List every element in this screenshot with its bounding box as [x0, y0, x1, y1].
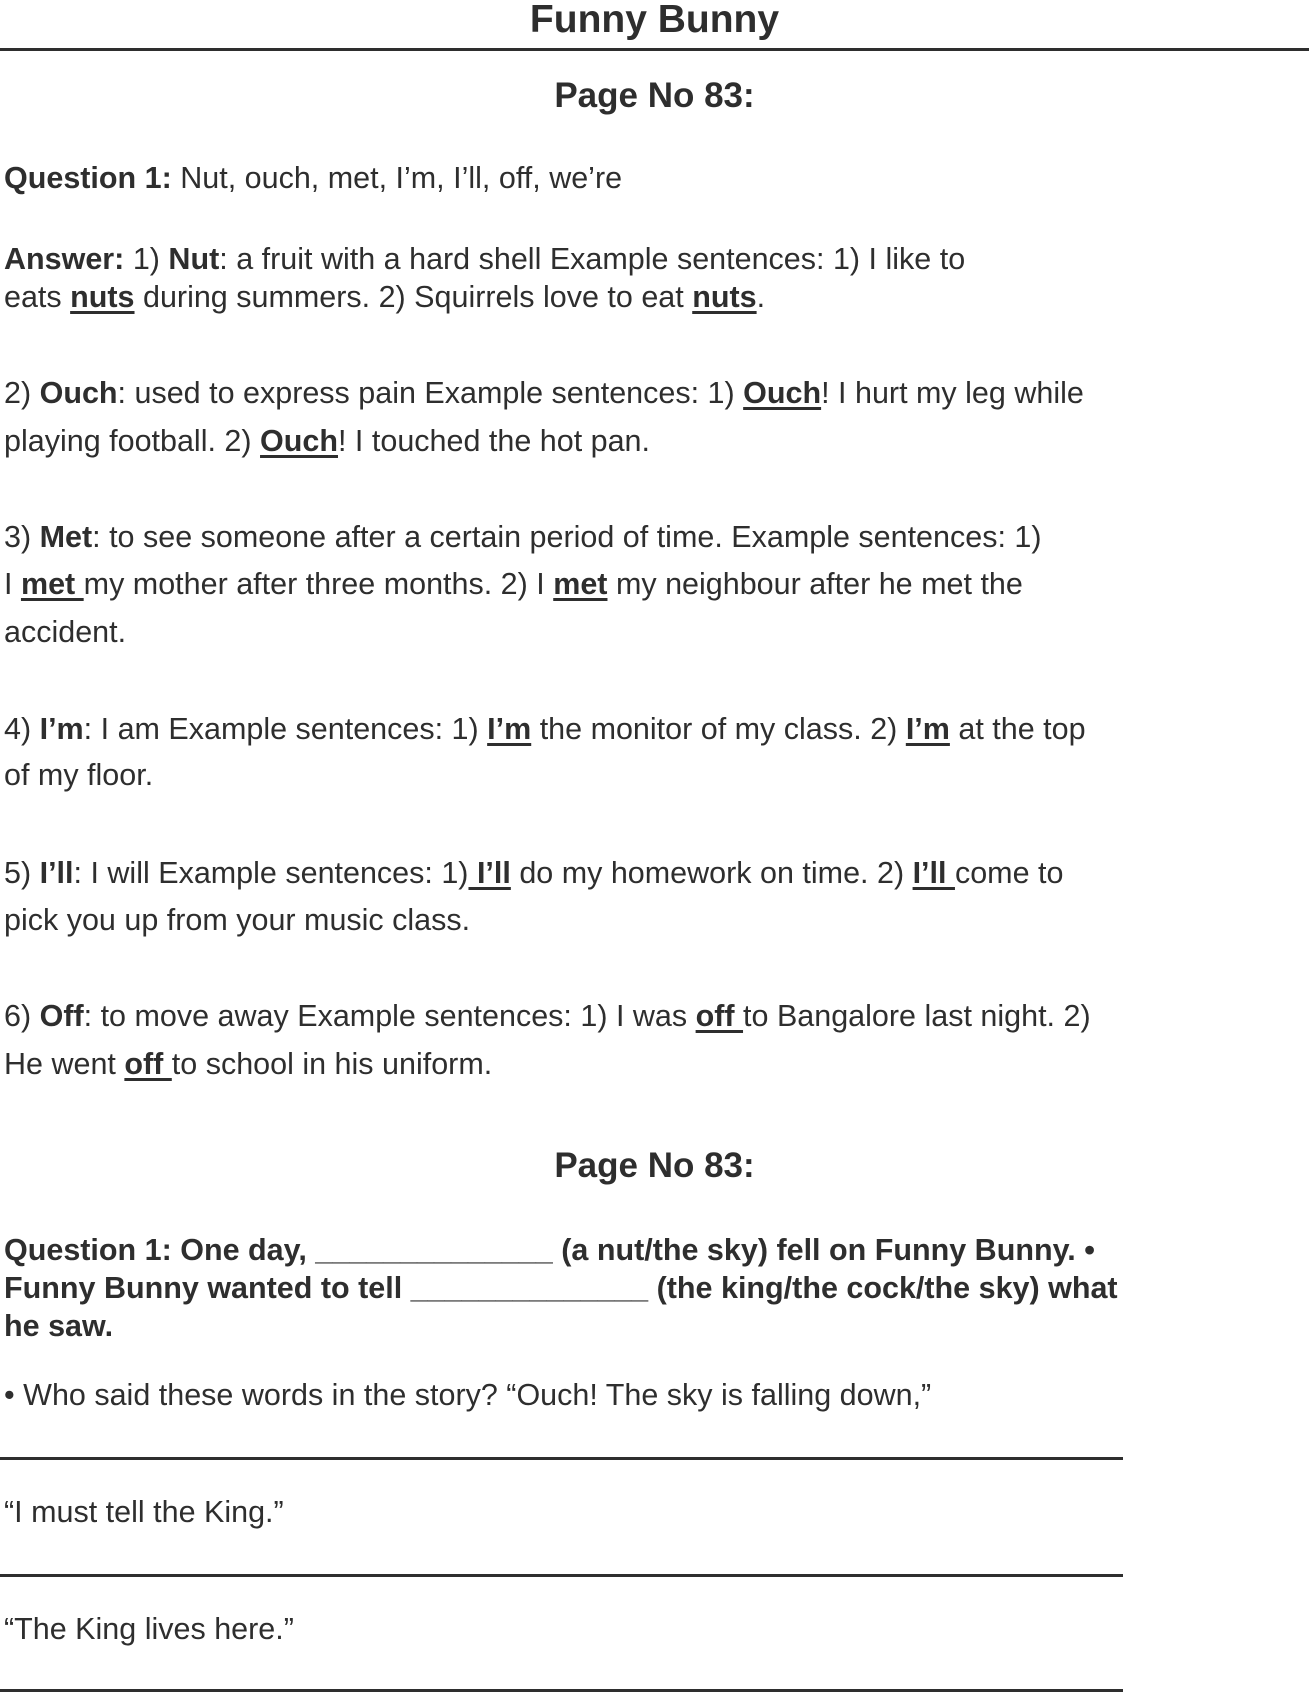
- highlighted-word: Ouch: [260, 424, 338, 458]
- text-line: [4, 1044, 492, 1084]
- text-line: [4, 1609, 294, 1649]
- text-segment: I: [4, 567, 21, 601]
- text-segment: Ouch: [39, 376, 118, 410]
- text-line: [4, 709, 1086, 749]
- text-segment: to school in his uniform.: [171, 1047, 493, 1081]
- title-divider: [0, 48, 1309, 51]
- text-segment: “I must tell the King.”: [4, 1495, 284, 1529]
- text-segment: Question 1: One day, ______________ (a nut/the sky) fell on Funny Bunny. •: [4, 1233, 1095, 1267]
- text-line: [4, 564, 1023, 604]
- text-line: [4, 1306, 113, 1346]
- text-line: [4, 1375, 931, 1415]
- text-segment: at the top: [949, 712, 1086, 746]
- text-segment: 6): [4, 999, 40, 1033]
- text-line: [4, 900, 470, 940]
- text-line: [4, 996, 1091, 1036]
- text-segment: playing football. 2): [4, 424, 261, 458]
- answer-line: [0, 1457, 1123, 1460]
- text-segment: : a fruit with a hard shell Example sentences: 1) I like to: [219, 242, 966, 276]
- text-segment: He went: [4, 1047, 125, 1081]
- highlighted-word: off: [124, 1047, 172, 1081]
- highlighted-word: met: [553, 567, 608, 601]
- document-title: Funny Bunny: [529, 0, 780, 41]
- text-segment: eats: [4, 280, 71, 314]
- text-segment: : to see someone after a certain period of time. Example sentences: 1): [92, 520, 1042, 554]
- text-line: [4, 755, 153, 795]
- text-segment: to Bangalore last night. 2): [743, 999, 1091, 1033]
- answer-line: [0, 1689, 1123, 1692]
- highlighted-word: off: [695, 999, 744, 1033]
- text-segment: “The King lives here.”: [4, 1612, 294, 1646]
- text-segment: ! I touched the hot pan.: [337, 424, 650, 458]
- text-line: [4, 1492, 284, 1532]
- text-segment: my mother after three months. 2) I: [83, 567, 554, 601]
- text-line: [4, 612, 126, 652]
- text-line: [4, 1230, 1095, 1270]
- text-line: [4, 853, 1063, 893]
- highlighted-word: I’ll: [912, 856, 955, 890]
- highlighted-word: I’ll: [468, 856, 511, 890]
- text-line: [4, 1268, 1118, 1308]
- text-line: [4, 421, 650, 461]
- text-segment: I’ll: [39, 856, 74, 890]
- text-segment: Question 1:: [4, 161, 172, 195]
- text-line: [4, 373, 1084, 413]
- text-segment: I’m: [39, 712, 84, 746]
- section-heading: Page No 83:: [554, 1146, 755, 1185]
- text-segment: : I am Example sentences: 1): [83, 712, 488, 746]
- highlighted-word: I’m: [905, 712, 950, 746]
- text-segment: 5): [4, 856, 40, 890]
- text-line: [4, 517, 1042, 557]
- text-segment: ! I hurt my leg while: [821, 376, 1084, 410]
- highlighted-word: met: [20, 567, 84, 601]
- text-segment: Funny Bunny wanted to tell ______________ (the king/the cock/the sky) what: [4, 1271, 1118, 1305]
- highlighted-word: I’m: [487, 712, 532, 746]
- text-segment: do my homework on time. 2): [510, 856, 913, 890]
- text-segment: Nut: [168, 242, 220, 276]
- answer-line: [0, 1574, 1123, 1577]
- text-segment: Met: [39, 520, 93, 554]
- text-line: [4, 239, 965, 279]
- section-heading: Page No 83:: [554, 76, 755, 115]
- highlighted-word: nuts: [692, 280, 757, 314]
- text-segment: Nut, ouch, met, I’m, I’ll, off, we’re: [171, 161, 623, 195]
- text-segment: : I will Example sentences: 1): [73, 856, 469, 890]
- text-segment: come to: [954, 856, 1064, 890]
- text-segment: pick you up from your music class.: [4, 903, 471, 937]
- highlighted-word: nuts: [70, 280, 135, 314]
- highlighted-word: Ouch: [743, 376, 822, 410]
- text-line: [4, 277, 765, 317]
- text-segment: he saw.: [4, 1309, 114, 1343]
- text-segment: the monitor of my class. 2): [531, 712, 906, 746]
- text-segment: Answer:: [4, 242, 125, 276]
- text-segment: : to move away Example sentences: 1) I was: [83, 999, 696, 1033]
- text-segment: 1): [124, 242, 169, 276]
- text-segment: during summers. 2) Squirrels love to eat: [134, 280, 693, 314]
- text-segment: • Who said these words in the story? “Ouch! The sky is falling down,”: [4, 1378, 932, 1412]
- text-segment: my neighbour after he met the: [607, 567, 1023, 601]
- text-segment: .: [756, 280, 766, 314]
- text-segment: Off: [39, 999, 84, 1033]
- text-segment: accident.: [4, 615, 127, 649]
- text-segment: 3): [4, 520, 40, 554]
- text-segment: of my floor.: [4, 758, 154, 792]
- text-line: [4, 158, 622, 198]
- text-segment: 2): [4, 376, 40, 410]
- text-segment: 4): [4, 712, 40, 746]
- text-segment: : used to express pain Example sentences: 1): [117, 376, 744, 410]
